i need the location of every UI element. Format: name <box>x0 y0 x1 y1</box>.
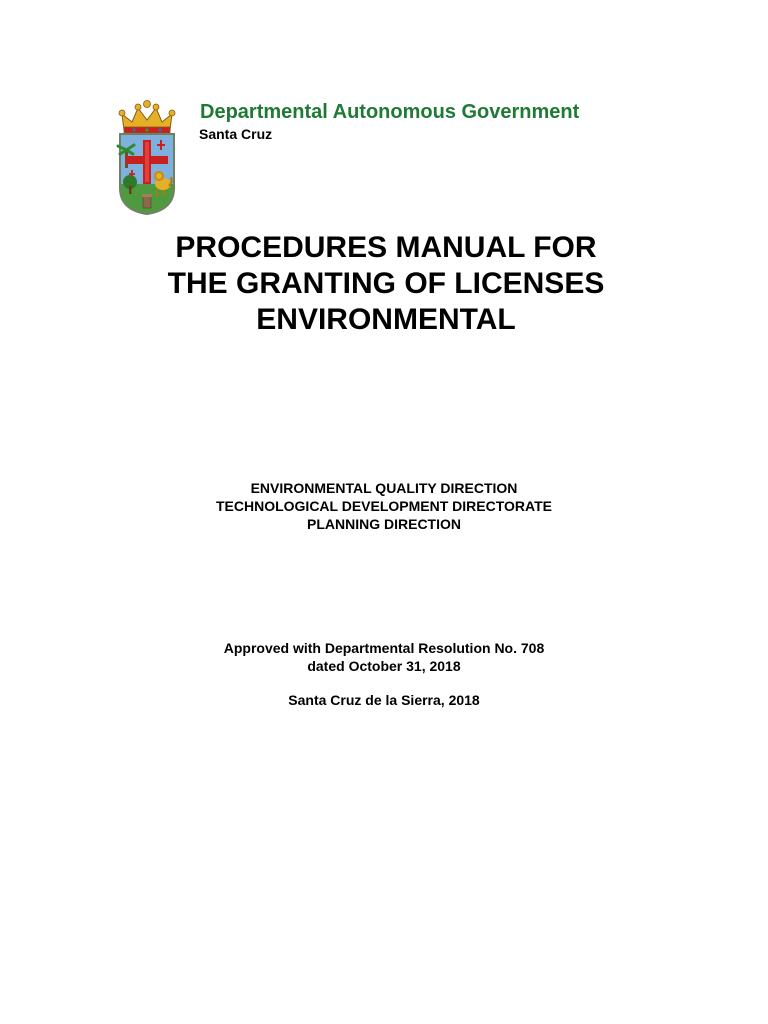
coat-of-arms-icon <box>114 100 180 216</box>
direction-line: TECHNOLOGICAL DEVELOPMENT DIRECTORATE <box>215 498 552 514</box>
document-title <box>0 230 768 338</box>
approval-date: dated October 31, 2018 <box>307 658 461 674</box>
crown-icon <box>119 101 175 134</box>
title-line: THE GRANTING OF LICENSES <box>167 267 605 300</box>
approval-block <box>0 639 768 675</box>
direction-line: PLANNING DIRECTION <box>307 516 461 532</box>
organization-subtitle: Santa Cruz <box>199 126 273 142</box>
approval-line: Approved with Departmental Resolution No. 708 <box>223 640 545 656</box>
directions-block <box>0 479 768 533</box>
title-line: ENVIRONMENTAL <box>256 303 516 336</box>
shield-icon <box>118 134 174 214</box>
direction-line: ENVIRONMENTAL QUALITY DIRECTION <box>250 480 518 496</box>
place-date: Santa Cruz de la Sierra, 2018 <box>288 692 480 708</box>
organization-name: Departmental Autonomous Government <box>200 101 580 123</box>
title-line: PROCEDURES MANUAL FOR <box>175 231 597 264</box>
